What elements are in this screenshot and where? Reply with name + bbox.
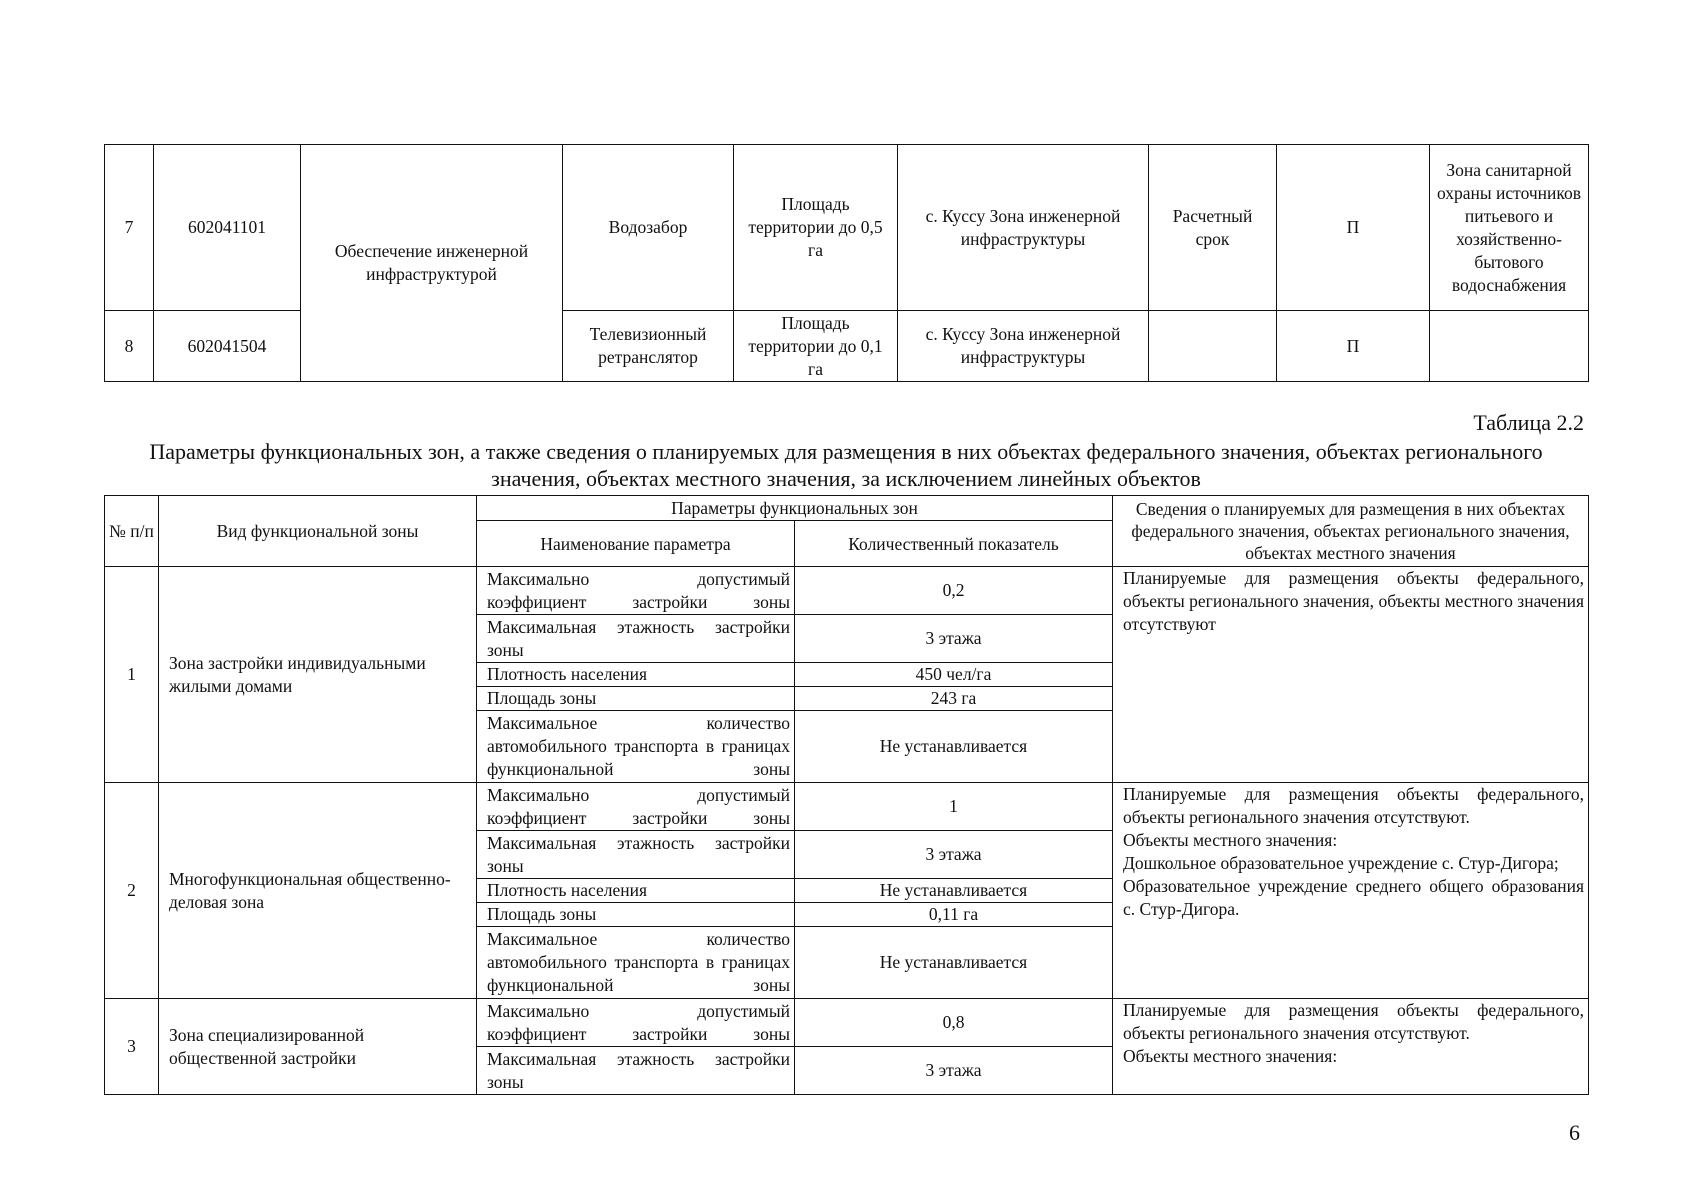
param-name: Площадь зоны bbox=[477, 903, 795, 927]
zone-name: Зона специализированной общественной застройки bbox=[159, 999, 477, 1095]
param-value: 1 bbox=[795, 783, 1113, 831]
object-purpose: Обеспечение инженерной инфраструктурой bbox=[301, 145, 563, 382]
header-zone-type: Вид функциональной зоны bbox=[159, 496, 477, 567]
objects-text: Планируемые для размещения объекты федерального, объекты регионального значения, объекты местного значения отсутствуют bbox=[1123, 568, 1584, 634]
param-name: Плотность населения bbox=[477, 663, 795, 687]
object-characteristic: Площадь территории до 0,1 га bbox=[734, 311, 898, 382]
param-value: 3 этажа bbox=[795, 831, 1113, 879]
header-row bbox=[105, 496, 1589, 521]
param-name: Максимальное количество автомобильного транспорта в границах функциональной зоны bbox=[477, 927, 795, 999]
objects-text: Планируемые для размещения объекты федерального, объекты регионального значения отсутствуют. bbox=[1123, 1000, 1584, 1043]
objects-text: Объекты местного значения: bbox=[1123, 830, 1338, 850]
object-location: с. Куссу Зона инженерной инфраструктуры bbox=[898, 145, 1149, 311]
table-row bbox=[105, 999, 1589, 1047]
object-status: П bbox=[1277, 145, 1430, 311]
table-caption: Параметры функциональных зон, а также сведения о планируемых для размещения в них объектах федерального значения, объектах регионального значения, объектах местного значения, за исключением линейных объектов bbox=[149, 439, 1543, 491]
zone-name: Зона застройки индивидуальными жилыми домами bbox=[159, 567, 477, 783]
param-value: 0,11 га bbox=[795, 903, 1113, 927]
objects-text: Объекты местного значения: bbox=[1123, 1046, 1338, 1066]
param-value: 0,2 bbox=[795, 567, 1113, 615]
param-value: 3 этажа bbox=[795, 615, 1113, 663]
param-name: Плотность населения bbox=[477, 879, 795, 903]
table-row bbox=[105, 145, 1589, 311]
param-value: 3 этажа bbox=[795, 1047, 1113, 1095]
param-name: Максимальная этажность застройки зоны bbox=[477, 831, 795, 879]
header-param-value: Количественный показатель bbox=[795, 521, 1113, 567]
param-name: Максимальная этажность застройки зоны bbox=[477, 615, 795, 663]
row-number: 7 bbox=[105, 145, 154, 311]
header-param-name: Наименование параметра bbox=[477, 521, 795, 567]
param-name: Максимально допустимый коэффициент застройки зоны bbox=[477, 567, 795, 615]
objects-text: Образовательное учреждение среднего общего образования с. Стур-Дигора. bbox=[1123, 876, 1584, 919]
param-value: 243 га bbox=[795, 687, 1113, 711]
objects-text: Дошкольное образовательное учреждение с. Стур-Дигора; bbox=[1123, 853, 1559, 873]
row-number: 8 bbox=[105, 311, 154, 382]
header-num: № п/п bbox=[105, 496, 159, 567]
header-objects: Сведения о планируемых для размещения в них объектах федерального значения, объектах регионального значения, объектах местного значения bbox=[1113, 496, 1589, 567]
zone-objects bbox=[1113, 783, 1589, 999]
objects-text: Планируемые для размещения объекты федерального, объекты регионального значения отсутствуют. bbox=[1123, 784, 1584, 827]
table-label: Таблица 2.2 bbox=[1473, 410, 1584, 435]
zone-number: 2 bbox=[105, 783, 159, 999]
object-zone: Зона санитарной охраны источников питьевого и хозяйственно-бытового водоснабжения bbox=[1430, 145, 1589, 311]
zone-objects bbox=[1113, 999, 1589, 1095]
object-term bbox=[1149, 311, 1277, 382]
param-value: 450 чел/га bbox=[795, 663, 1113, 687]
param-name: Максимально допустимый коэффициент застройки зоны bbox=[477, 999, 795, 1047]
objects-table-continuation bbox=[104, 144, 1589, 382]
table-row bbox=[105, 783, 1589, 831]
page-number: 6 bbox=[1569, 1120, 1580, 1145]
param-name: Максимальная этажность застройки зоны bbox=[477, 1047, 795, 1095]
object-status: П bbox=[1277, 311, 1430, 382]
object-code: 602041101 bbox=[154, 145, 301, 311]
functional-zones-table bbox=[104, 495, 1589, 1095]
zone-objects bbox=[1113, 567, 1589, 783]
param-value: Не устанавливается bbox=[795, 711, 1113, 783]
object-name: Телевизионный ретранслятор bbox=[563, 311, 734, 382]
object-name: Водозабор bbox=[563, 145, 734, 311]
param-name: Максимальное количество автомобильного транспорта в границах функциональной зоны bbox=[477, 711, 795, 783]
param-name: Максимально допустимый коэффициент застройки зоны bbox=[477, 783, 795, 831]
object-code: 602041504 bbox=[154, 311, 301, 382]
table-row bbox=[105, 567, 1589, 615]
zone-number: 1 bbox=[105, 567, 159, 783]
param-name: Площадь зоны bbox=[477, 687, 795, 711]
zone-name: Многофункциональная общественно-деловая зона bbox=[159, 783, 477, 999]
header-params-group: Параметры функциональных зон bbox=[477, 496, 1113, 521]
object-term: Расчетный срок bbox=[1149, 145, 1277, 311]
object-characteristic: Площадь территории до 0,5 га bbox=[734, 145, 898, 311]
param-value: Не устанавливается bbox=[795, 927, 1113, 999]
object-zone bbox=[1430, 311, 1589, 382]
param-value: Не устанавливается bbox=[795, 879, 1113, 903]
object-location: с. Куссу Зона инженерной инфраструктуры bbox=[898, 311, 1149, 382]
zone-number: 3 bbox=[105, 999, 159, 1095]
param-value: 0,8 bbox=[795, 999, 1113, 1047]
